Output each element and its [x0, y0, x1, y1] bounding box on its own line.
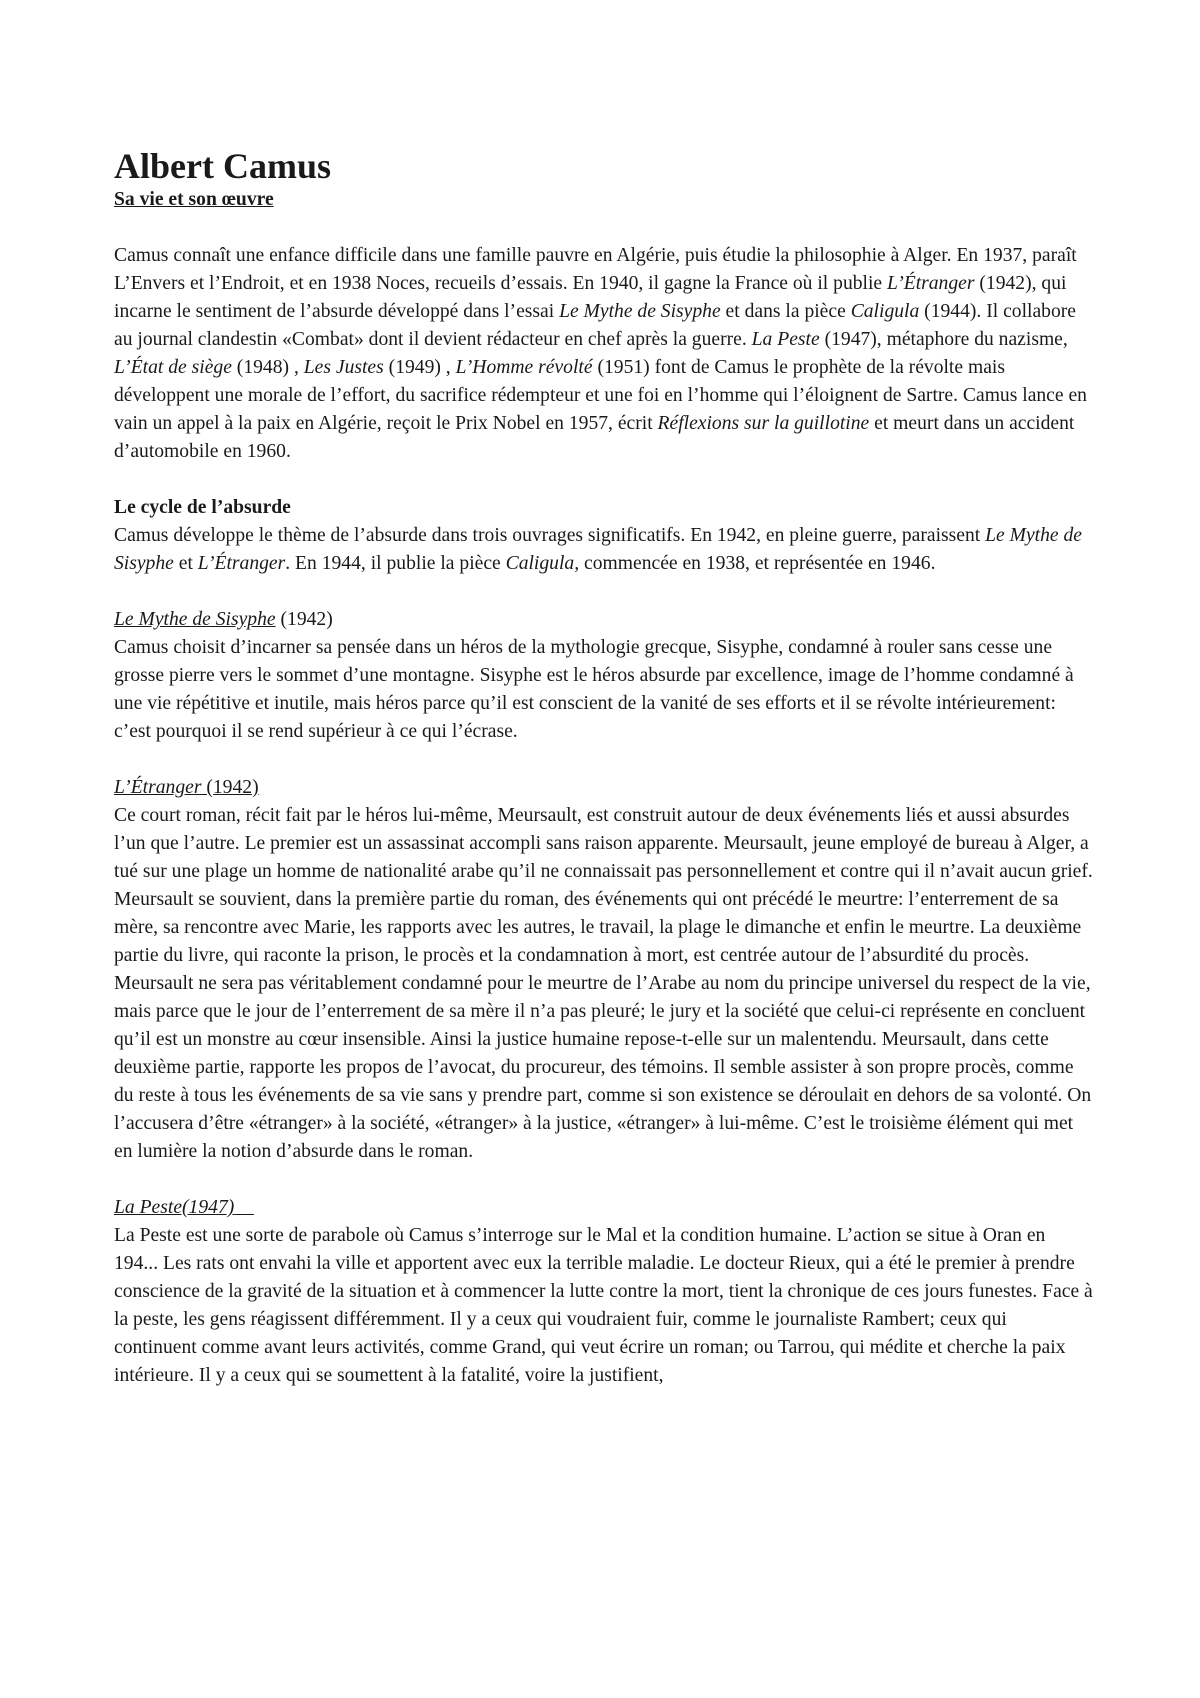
section-sisyphe-heading — [114, 606, 1094, 634]
section-peste — [114, 1194, 1094, 1390]
section-peste-body: La Peste est une sorte de parabole où Camus s’interroge sur le Mal et la condition humaine. L’action se situe à Oran en 194... Les rats ont envahi la ville et apportent avec eux la terrible maladie. Le docteur Rieux, qui a été le premier à prendre conscience de la gravité de la situation et à commencer la lutte contre la mort, tient la chronique de ces jours funestes. Face à la peste, les gens réagissent différemment. Il y a ceux qui voudraient fuir, comme le journaliste Rambert; ceux qui continuent comme avant leurs activités, comme Grand, qui veut écrire un roman; ou Tarrou, qui médite et cherche la paix intérieure. Il y a ceux qui se soumettent à la fatalité, voire la justifient, — [114, 1225, 1093, 1386]
section-peste-title: La Peste(1947) — [114, 1197, 235, 1218]
section-cycle-body: Camus développe le thème de l’absurde dans trois ouvrages significatifs. En 1942, en pleine guerre, paraissent Le Mythe de Sisyphe et L’Étranger. En 1944, il publie la pièce Caligula, commencée en 1938, et représentée en 1946. — [114, 525, 1082, 574]
section-sisyphe — [114, 606, 1094, 746]
section-etranger-year: (1942) — [201, 777, 259, 798]
italic-title: La Peste — [751, 329, 820, 350]
section-etranger-title: L’Étranger — [114, 777, 202, 798]
italic-title: Réflexions sur la guillotine — [657, 413, 870, 434]
document-page — [114, 146, 1094, 1390]
section-sisyphe-year: (1942) — [275, 609, 333, 630]
section-peste-heading — [114, 1194, 1094, 1222]
section-sisyphe-body: Camus choisit d’incarner sa pensée dans un héros de la mythologie grecque, Sisyphe, condamné à rouler sans cesse une grosse pierre vers le sommet d’une montagne. Sisyphe est le héros absurde par excellence, image de l’homme condamné à une vie répétitive et inutile, mais héros parce qu’il est conscient de la vanité de ses efforts et il se révolte intérieurement: c’est pourquoi il se rend supérieur à ce qui l’écrase. — [114, 637, 1074, 742]
italic-title: L’État de siège — [114, 357, 232, 378]
italic-title: L’Homme révolté — [455, 357, 593, 378]
section-etranger-heading — [114, 774, 1094, 802]
italic-title: Le Mythe de Sisyphe — [114, 525, 1082, 574]
italic-title: Les Justes — [303, 357, 384, 378]
italic-title: Caligula — [850, 301, 920, 322]
section-cycle-heading: Le cycle de l’absurde — [114, 497, 291, 518]
section-cycle — [114, 494, 1094, 578]
section-sisyphe-title: Le Mythe de Sisyphe — [114, 609, 276, 630]
section-etranger-body: Ce court roman, récit fait par le héros lui-même, Meursault, est construit autour de deux événements liés et aussi absurdes l’un que l’autre. Le premier est un assassinat accompli sans raison apparente. Meursault, jeune employé de bureau à Alger, a tué sur une plage un homme de nationalité arabe qu’il ne connaissait pas personnellement et contre qui il n’avait aucun grief. Meursault se souvient, dans la première partie du roman, des événements qui ont précédé le meurtre: l’enterrement de sa mère, sa rencontre avec Marie, les rapports avec les autres, le travail, la plage le dimanche et enfin le meurtre. La deuxième partie du livre, qui raconte la prison, le procès et la condamnation à mort, est centrée autour de l’absurdité du procès. Meursault ne sera pas véritablement condamné pour le meurtre de l’Arabe au nom du principe universel du respect de la vie, mais parce que le jour de l’enterrement de sa mère il n’a pas pleuré; le jury et la société que celui-ci représente en concluent qu’il est un monstre au cœur insensible. Ainsi la justice humaine repose-t-elle sur un malentendu. Meursault, dans cette deuxième partie, rapporte les propos de l’avocat, du procureur, des témoins. Il semble assister à son propre procès, comme du reste à tous les événements de sa vie sans y prendre part, comme si son existence se déroulait en dehors de sa volonté. On l’accusera d’être «étranger» à la société, «étranger» à la justice, «étranger» à lui-même. C’est le troisième élément qui met en lumière la notion d’absurde dans le roman. — [114, 805, 1093, 1162]
italic-title: Caligula, — [505, 553, 580, 574]
document-title: Albert Camus — [114, 146, 331, 186]
italic-title: Le Mythe de Sisyphe — [559, 301, 721, 322]
intro-paragraph: Camus connaît une enfance difficile dans une famille pauvre en Algérie, puis étudie la philosophie à Alger. En 1937, paraît L’Envers et l’Endroit, et en 1938 Noces, recueils d’essais. En 1940, il gagne la France où il publie L’Étranger (1942), qui incarne le sentiment de l’absurde développé dans l’essai Le Mythe de Sisyphe et dans la pièce Caligula (1944). Il collabore au journal clandestin «Combat» dont il devient rédacteur en chef après la guerre. La Peste (1947), métaphore du nazisme, L’État de siège (1948) , Les Justes (1949) , L’Homme révolté (1951) font de Camus le prophète de la révolte mais développent une morale de l’effort, du sacrifice rédempteur et une foi en l’homme qui l’éloignent de Sartre. Camus lance en vain un appel à la paix en Algérie, reçoit le Prix Nobel en 1957, écrit Réflexions sur la guillotine et meurt dans un accident d’automobile en 1960. — [114, 245, 1087, 462]
document-subtitle: Sa vie et son œuvre — [114, 189, 274, 210]
italic-title: L’Étranger — [887, 273, 975, 294]
italic-title: L’Étranger — [197, 553, 286, 574]
section-etranger — [114, 774, 1094, 1166]
